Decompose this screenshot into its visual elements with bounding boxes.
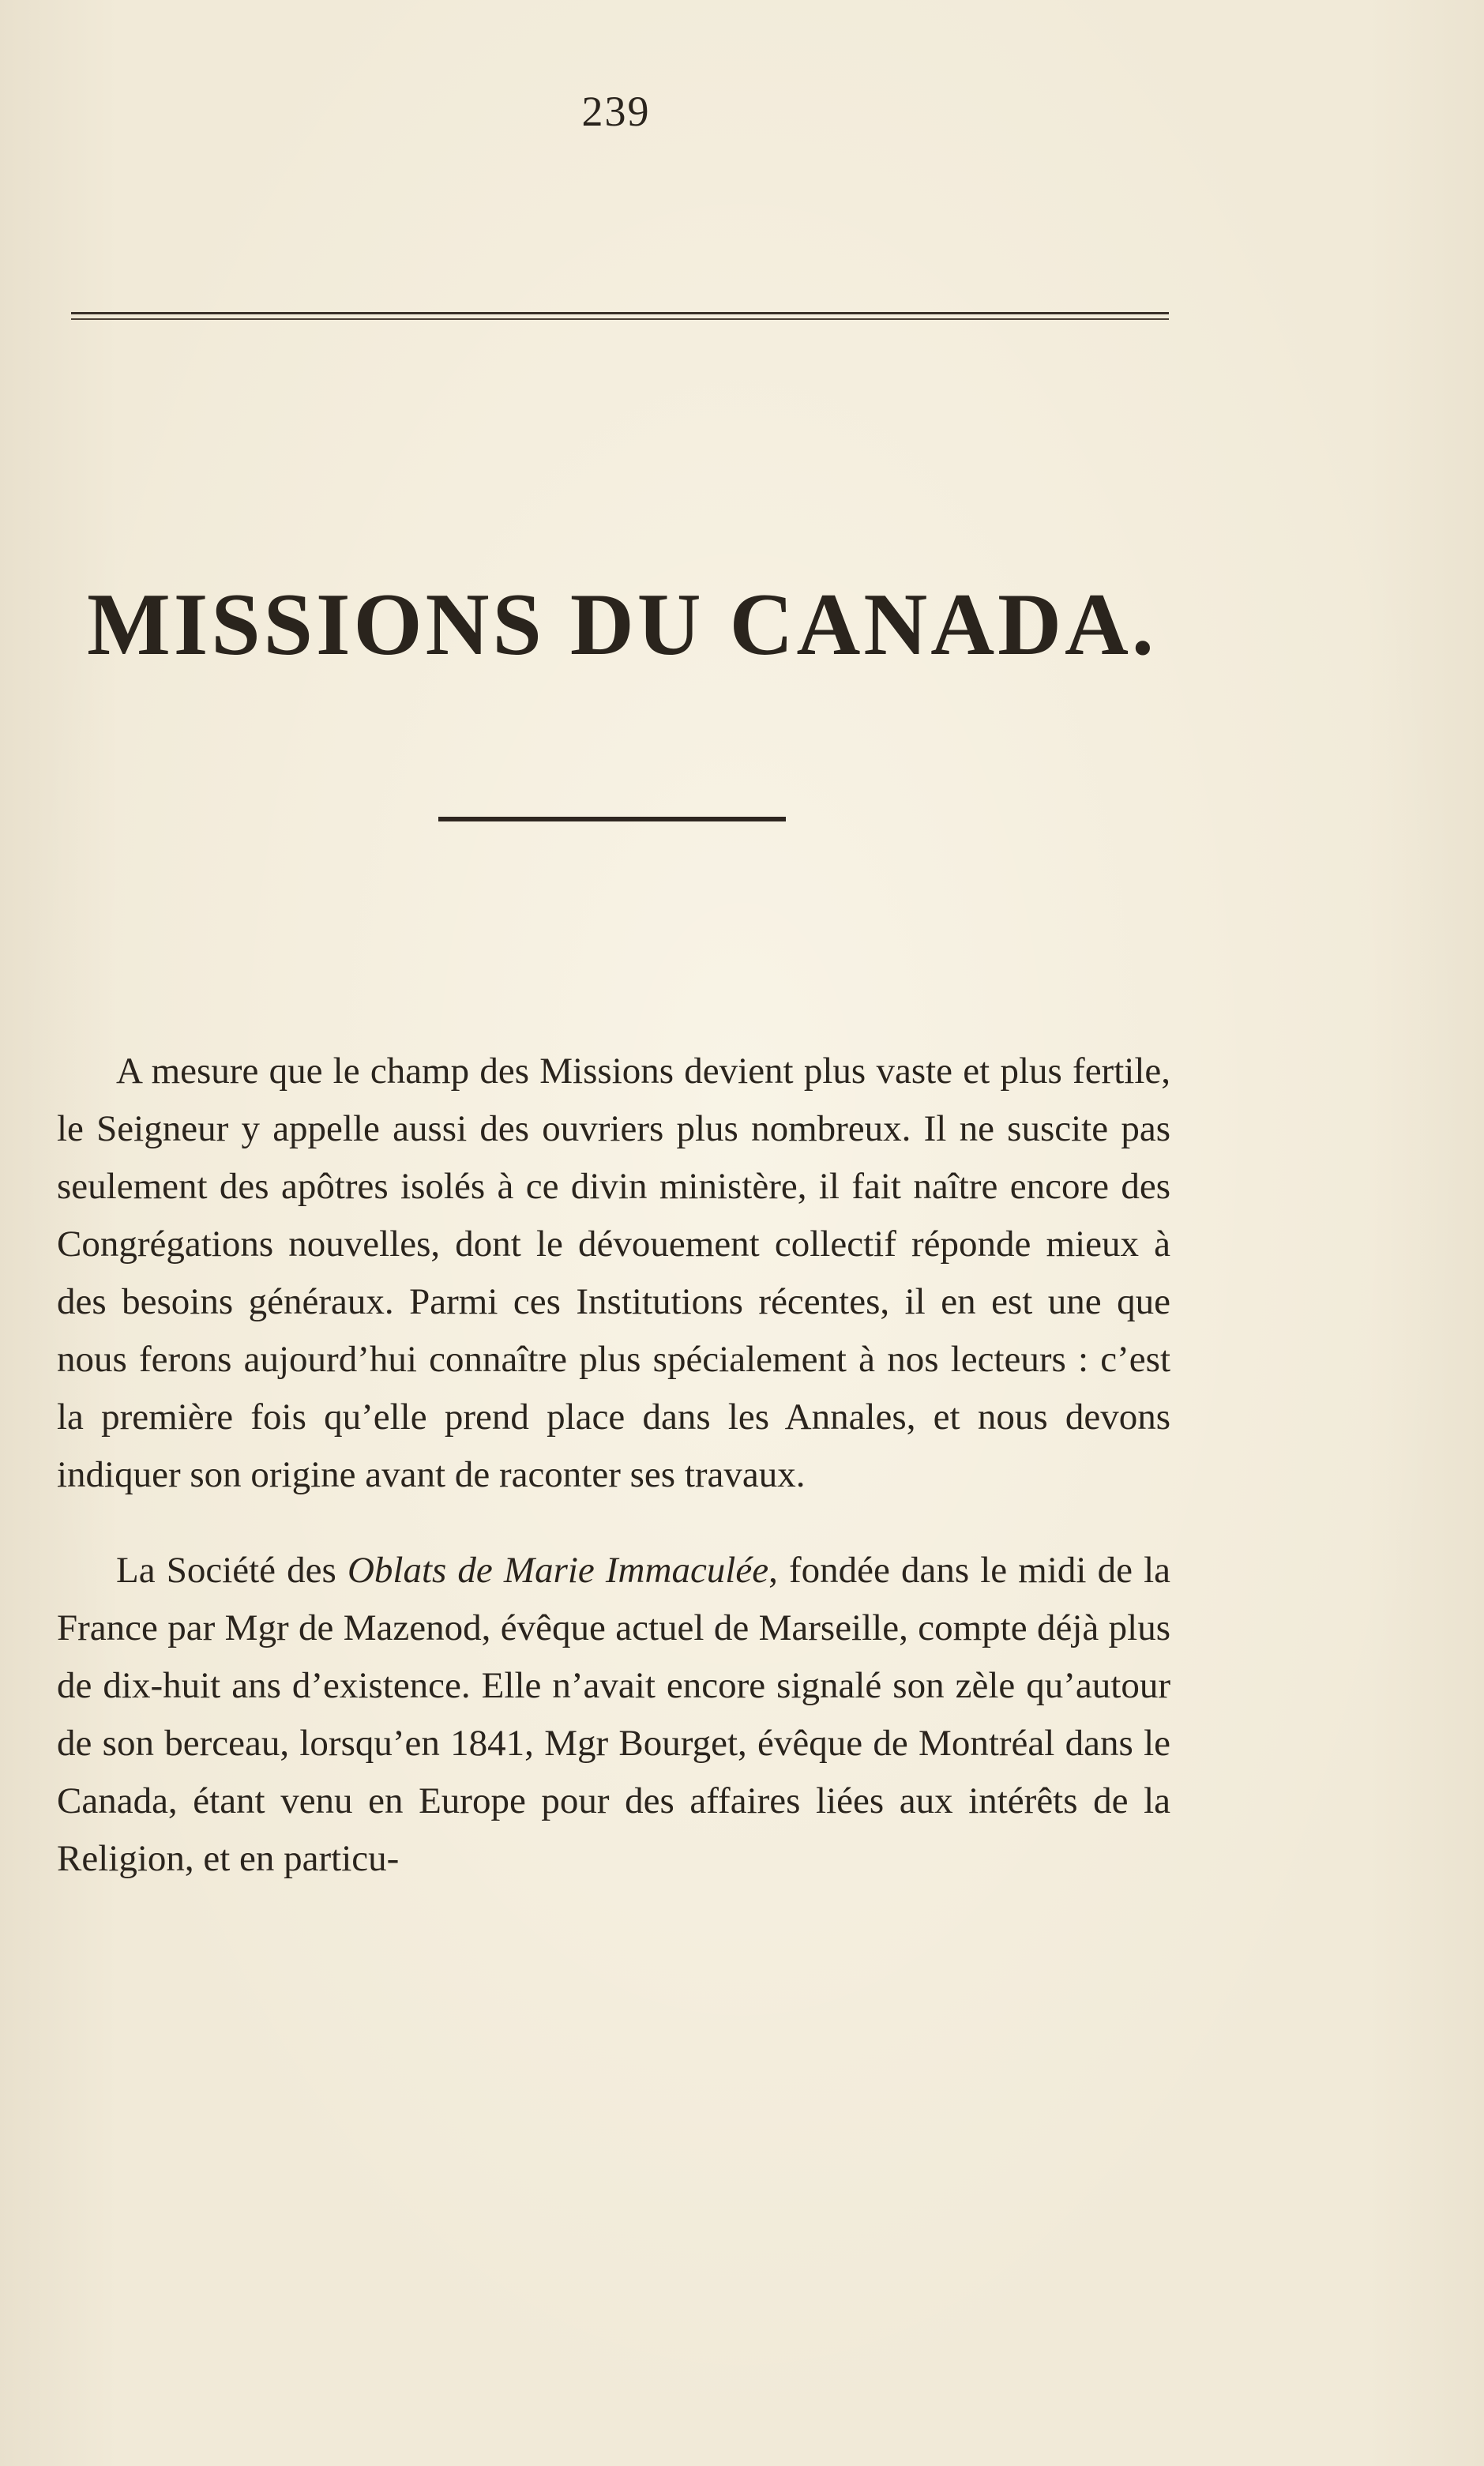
header-double-rule bbox=[71, 312, 1169, 321]
paragraph-2-start: La Société des bbox=[116, 1550, 348, 1591]
page-number: 239 bbox=[581, 88, 651, 135]
paragraph-2 bbox=[57, 1542, 1170, 1888]
article-body bbox=[57, 1043, 1170, 1926]
page-title: MISSIONS DU CANADA. bbox=[87, 576, 1157, 675]
title-underline-rule bbox=[438, 817, 786, 821]
society-name: Oblats de Marie Immaculée bbox=[347, 1550, 769, 1591]
header-rule-line bbox=[71, 312, 1169, 314]
header-rule-line bbox=[71, 318, 1169, 320]
paragraph-2-rest: , fondée dans le midi de la France par Mgr de Mazenod, évêque actuel de Marseille, compte déjà plus de dix-huit ans d’existence. Elle n’avait encore signalé son zèle qu’autour de son berceau, lorsqu’en 1841, Mgr Bourget, évêque de Montréal dans le Canada, étant venu en Europe pour des affaires liées aux intérêts de la Religion, et en particu- bbox=[57, 1550, 1171, 1879]
paragraph-1: A mesure que le champ des Missions devient plus vaste et plus fertile, le Seigneur y appelle aussi des ouvriers plus nombreux. Il ne suscite pas seulement des apôtres isolés à ce divin ministère, il fait naître encore des Congrégations nouvelles, dont le dévouement collectif réponde mieux à des besoins généraux. Parmi ces Institutions récentes, il en est une que nous ferons aujourd’hui connaître plus spécialement à nos lecteurs : c’est la première fois qu’elle prend place dans les Annales, et nous devons indiquer son origine avant de raconter ses travaux. bbox=[57, 1051, 1170, 1495]
